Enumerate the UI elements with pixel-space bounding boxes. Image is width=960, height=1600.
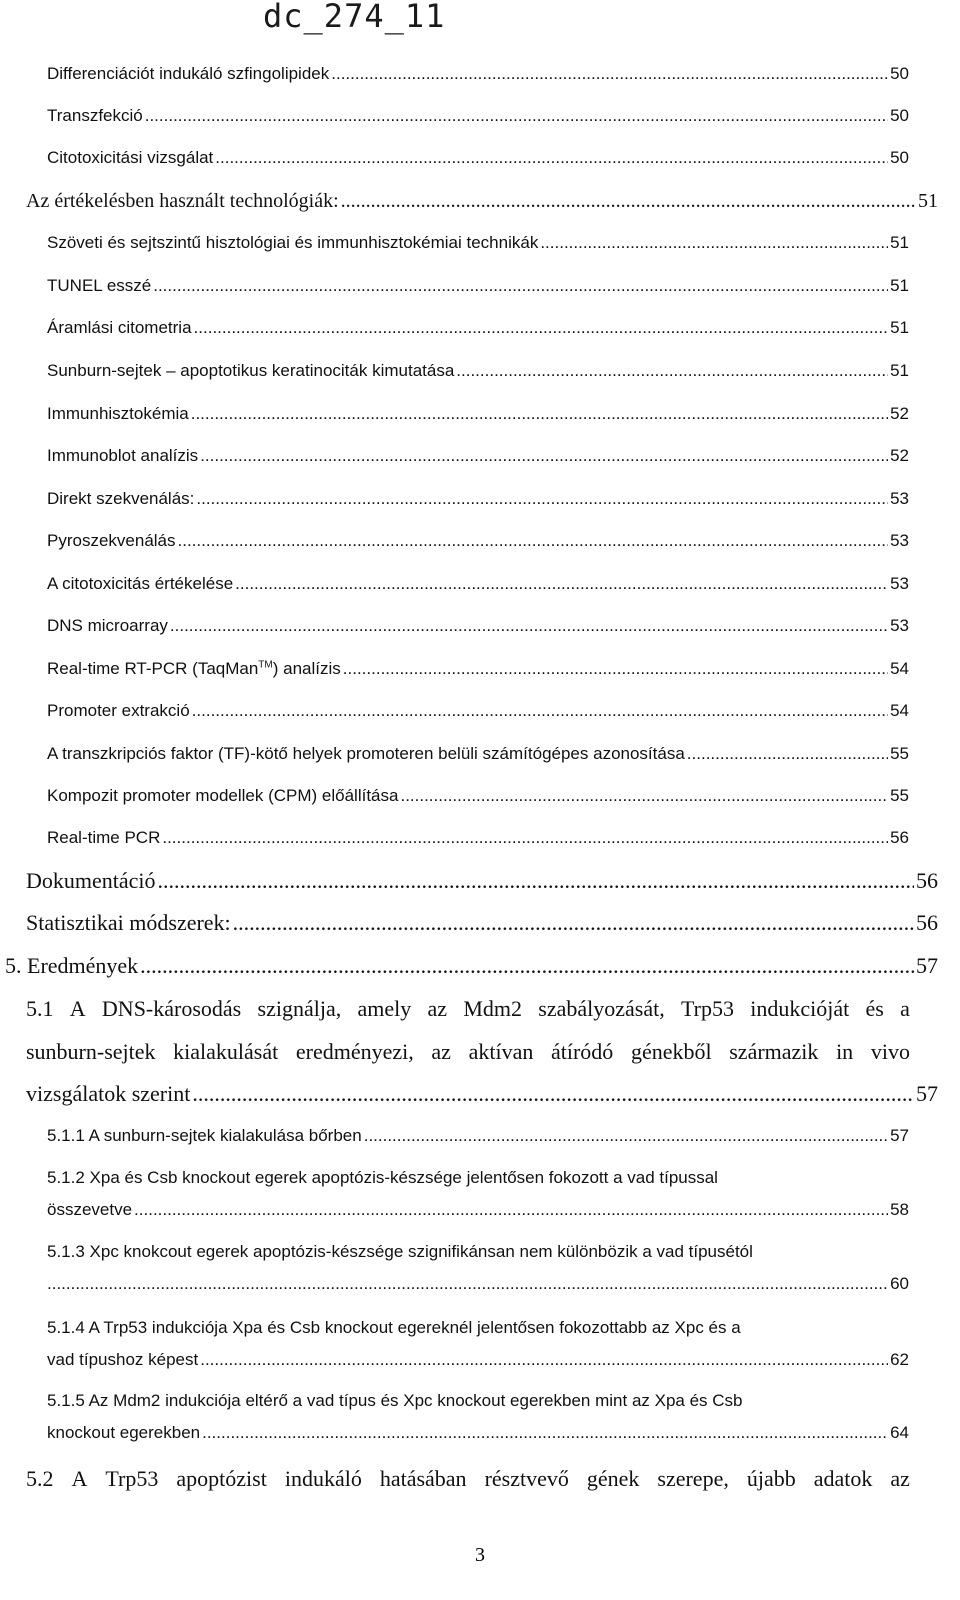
word: átíródó [550, 1039, 614, 1064]
word: apoptózist [176, 1466, 267, 1491]
toc-entry-title: vad típushoz képest [47, 1350, 199, 1369]
toc-entry-page: 52 [890, 446, 909, 465]
toc-entry-page: 56 [916, 910, 938, 935]
toc-entry-title: A transzkripciós faktor (TF)-kötő helyek promoteren belüli számítógépes azonosítása [47, 744, 685, 763]
word: A [71, 1466, 88, 1491]
toc-leader [158, 868, 914, 894]
toc-entry-title: összevetve [47, 1200, 133, 1219]
toc-entry-page: 51 [890, 361, 909, 380]
toc-entry-page: 51 [890, 233, 909, 252]
toc-leader [235, 574, 888, 594]
word: in [836, 1039, 854, 1064]
trademark-superscript: TM [258, 659, 273, 671]
toc-entry[interactable] [47, 659, 909, 679]
toc-entry-page: 51 [890, 276, 909, 295]
word: az [427, 996, 448, 1021]
toc-entry-title: knockout egerekben [47, 1423, 201, 1442]
document-id-header: dc_274_11 [263, 0, 446, 35]
word: 5.2 [26, 1466, 54, 1491]
toc-entry-title: DNS microarray [47, 616, 168, 635]
toc-entry-title: vizsgálatok szerint [26, 1081, 191, 1106]
toc-entry[interactable] [26, 868, 938, 894]
toc-entry[interactable] [47, 318, 909, 338]
toc-entry-title: Real-time PCR [47, 828, 161, 847]
toc-entry[interactable] [47, 446, 909, 466]
toc-leader [200, 1350, 888, 1370]
toc-leader [687, 744, 888, 764]
toc-entry[interactable] [47, 64, 909, 84]
toc-entry-title: Immunhisztokémia [47, 404, 189, 423]
toc-leader [202, 1423, 888, 1443]
word: adatok [813, 1466, 873, 1491]
toc-entry-title [47, 659, 341, 679]
toc-leader [145, 106, 888, 126]
toc-entry-page: 55 [890, 786, 909, 805]
toc-entry-page: 50 [890, 64, 909, 83]
toc-entry[interactable] [47, 531, 909, 551]
toc-entry[interactable] [47, 276, 909, 296]
toc-entry-line [26, 1039, 910, 1065]
toc-entry-line[interactable] [26, 1466, 910, 1492]
toc-entry-page: 54 [890, 701, 909, 720]
toc-entry-title: Kompozit promoter modellek (CPM) előállítása [47, 786, 399, 805]
word: kialakulását [173, 1039, 279, 1064]
toc-entry-line: 5.1.5 Az Mdm2 indukciója eltérő a vad típus és Xpc knockout egerekben mint az Xpa és Csb [47, 1391, 743, 1410]
toc-entry-page: 50 [890, 106, 909, 125]
toc-entry[interactable] [47, 828, 909, 848]
toc-entry-title: Szöveti és sejtszintű hisztológiai és immunhisztokémiai technikák [47, 233, 539, 252]
toc-leader [134, 1200, 888, 1220]
toc-leader [540, 233, 888, 253]
toc-entry[interactable] [47, 1274, 909, 1294]
toc-leader [343, 659, 888, 679]
toc-entry[interactable] [47, 616, 909, 636]
toc-leader [192, 1081, 914, 1107]
toc-entry-title: 5. Eredmények [5, 953, 139, 978]
toc-entry-page: 62 [890, 1350, 909, 1369]
toc-entry-line: 5.1.2 Xpa és Csb knockout egerek apoptózis-készsége jelentősen fokozott a vad típussal [47, 1168, 718, 1187]
toc-leader [178, 531, 889, 551]
toc-leader [191, 404, 888, 424]
toc-leader [456, 361, 888, 381]
toc-leader [200, 446, 888, 466]
toc-entry-page: 57 [916, 953, 938, 978]
toc-entry-page: 51 [918, 190, 938, 212]
toc-entry-title: Differenciációt indukáló szfingolipidek [47, 64, 330, 83]
word: hatásában [379, 1466, 467, 1491]
toc-leader [400, 786, 888, 806]
toc-entry-title: Pyroszekvenálás [47, 531, 176, 550]
toc-leader [140, 953, 914, 979]
toc-entry[interactable] [26, 190, 938, 213]
toc-entry-title: A citotoxicitás értékelése [47, 574, 234, 593]
toc-entry-page: 53 [890, 531, 909, 550]
word: gének [586, 1466, 640, 1491]
toc-leader [215, 148, 888, 168]
toc-entry-title: 5.1.1 A sunburn-sejtek kialakulása bőrben [47, 1126, 362, 1145]
word: indukáló [284, 1466, 362, 1491]
toc-entry-page: 54 [890, 659, 909, 678]
toc-entry-title: Promoter extrakció [47, 701, 190, 720]
word: és [865, 996, 884, 1021]
word: eredményezi, [295, 1039, 414, 1064]
word: résztvevő [484, 1466, 569, 1491]
toc-entry[interactable] [47, 106, 909, 126]
toc-entry-title: Immunoblot analízis [47, 446, 199, 465]
toc-entry[interactable] [26, 910, 938, 936]
toc-leader [170, 616, 888, 636]
toc-entry[interactable] [47, 786, 909, 806]
toc-entry-line [26, 1466, 910, 1492]
toc-leader [364, 1126, 888, 1146]
toc-leader [153, 276, 888, 296]
toc-entry-line: 5.1.4 A Trp53 indukciója Xpa és Csb knockout egereknél jelentősen fokozottabb az Xpc és a [47, 1318, 741, 1337]
toc-leader [192, 701, 888, 721]
word: Trp53 [105, 1466, 159, 1491]
toc-leader [331, 64, 888, 84]
toc-entry-title: Dokumentáció [26, 868, 156, 893]
word: Mdm2 [463, 996, 522, 1021]
toc-title-part: Real-time RT-PCR (TaqMan [47, 659, 259, 678]
toc-leader [233, 910, 914, 936]
toc-entry-page: 56 [916, 868, 938, 893]
word: az [890, 1466, 910, 1491]
toc-entry[interactable] [47, 744, 909, 764]
toc-entry-title: Sunburn-sejtek – apoptotikus keratinociták kimutatása [47, 361, 455, 380]
word: szabályozását, [538, 996, 665, 1021]
toc-entry-page: 64 [890, 1423, 909, 1442]
toc-entry-page: 53 [890, 574, 909, 593]
word: újabb [746, 1466, 796, 1491]
toc-entry-page: 50 [890, 148, 909, 167]
toc-entry-page: 60 [890, 1274, 909, 1293]
toc-entry-page: 57 [890, 1126, 909, 1145]
toc-entry-title: Áramlási citometria [47, 318, 192, 337]
toc-entry[interactable] [47, 574, 909, 594]
toc-entry-page: 57 [916, 1081, 938, 1106]
toc-entry-page: 56 [890, 828, 909, 847]
toc-entry[interactable] [47, 404, 909, 424]
toc-entry-page: 51 [890, 318, 909, 337]
toc-entry[interactable] [47, 1126, 909, 1146]
toc-entry[interactable] [26, 1081, 938, 1107]
word: az [431, 1039, 451, 1064]
toc-entry[interactable] [47, 233, 909, 253]
word: szignálja, [257, 996, 342, 1021]
toc-entry-page: 55 [890, 744, 909, 763]
word: származik [729, 1039, 819, 1064]
toc-entry-page: 52 [890, 404, 909, 423]
toc-leader [196, 489, 888, 509]
word: vivo [870, 1039, 910, 1064]
word: szerepe, [657, 1466, 729, 1491]
word: sunburn-sejtek [26, 1039, 156, 1064]
toc-entry-line [26, 996, 910, 1022]
word: 5.1 [26, 996, 54, 1021]
toc-entry-line [26, 1039, 910, 1065]
toc-entry-title: TUNEL esszé [47, 276, 152, 295]
word: amely [357, 996, 412, 1021]
toc-entry-title: Transzfekció [47, 106, 143, 125]
toc-entry-page: 53 [890, 616, 909, 635]
toc-entry-multiline[interactable] [26, 996, 910, 1022]
toc-entry[interactable] [47, 701, 909, 721]
word: aktívan [468, 1039, 534, 1064]
toc-entry-title: Citotoxicitási vizsgálat [47, 148, 214, 167]
toc-entry-page: 58 [890, 1200, 909, 1219]
word: A [69, 996, 86, 1021]
toc-entry-title: Az értékelésben használt technológiák: [26, 190, 339, 212]
toc-entry[interactable] [47, 361, 909, 381]
word: a [900, 996, 910, 1021]
toc-title-part: ) analízis [272, 659, 341, 678]
toc-entry[interactable] [5, 953, 938, 979]
word: génekből [630, 1039, 712, 1064]
toc-entry-line: 5.1.3 Xpc knokcout egerek apoptózis-készsége szignifikánsan nem különbözik a vad típusétól [47, 1242, 753, 1261]
toc-entry[interactable] [47, 1423, 909, 1443]
word: Trp53 [680, 996, 734, 1021]
toc-entry-title: Statisztikai módszerek: [26, 910, 231, 935]
toc-entry[interactable] [47, 489, 909, 509]
toc-leader [47, 1274, 888, 1294]
toc-entry-title: Direkt szekvenálás: [47, 489, 195, 508]
toc-entry[interactable] [47, 1200, 909, 1220]
toc-entry[interactable] [47, 1350, 909, 1370]
toc-leader [341, 190, 916, 213]
toc-leader [194, 318, 889, 338]
toc-entry-page: 53 [890, 489, 909, 508]
page-number: 3 [475, 1544, 485, 1566]
word: indukcióját [750, 996, 850, 1021]
word: DNS-károsodás [101, 996, 242, 1021]
toc-entry[interactable] [47, 148, 909, 168]
toc-leader [162, 828, 888, 848]
